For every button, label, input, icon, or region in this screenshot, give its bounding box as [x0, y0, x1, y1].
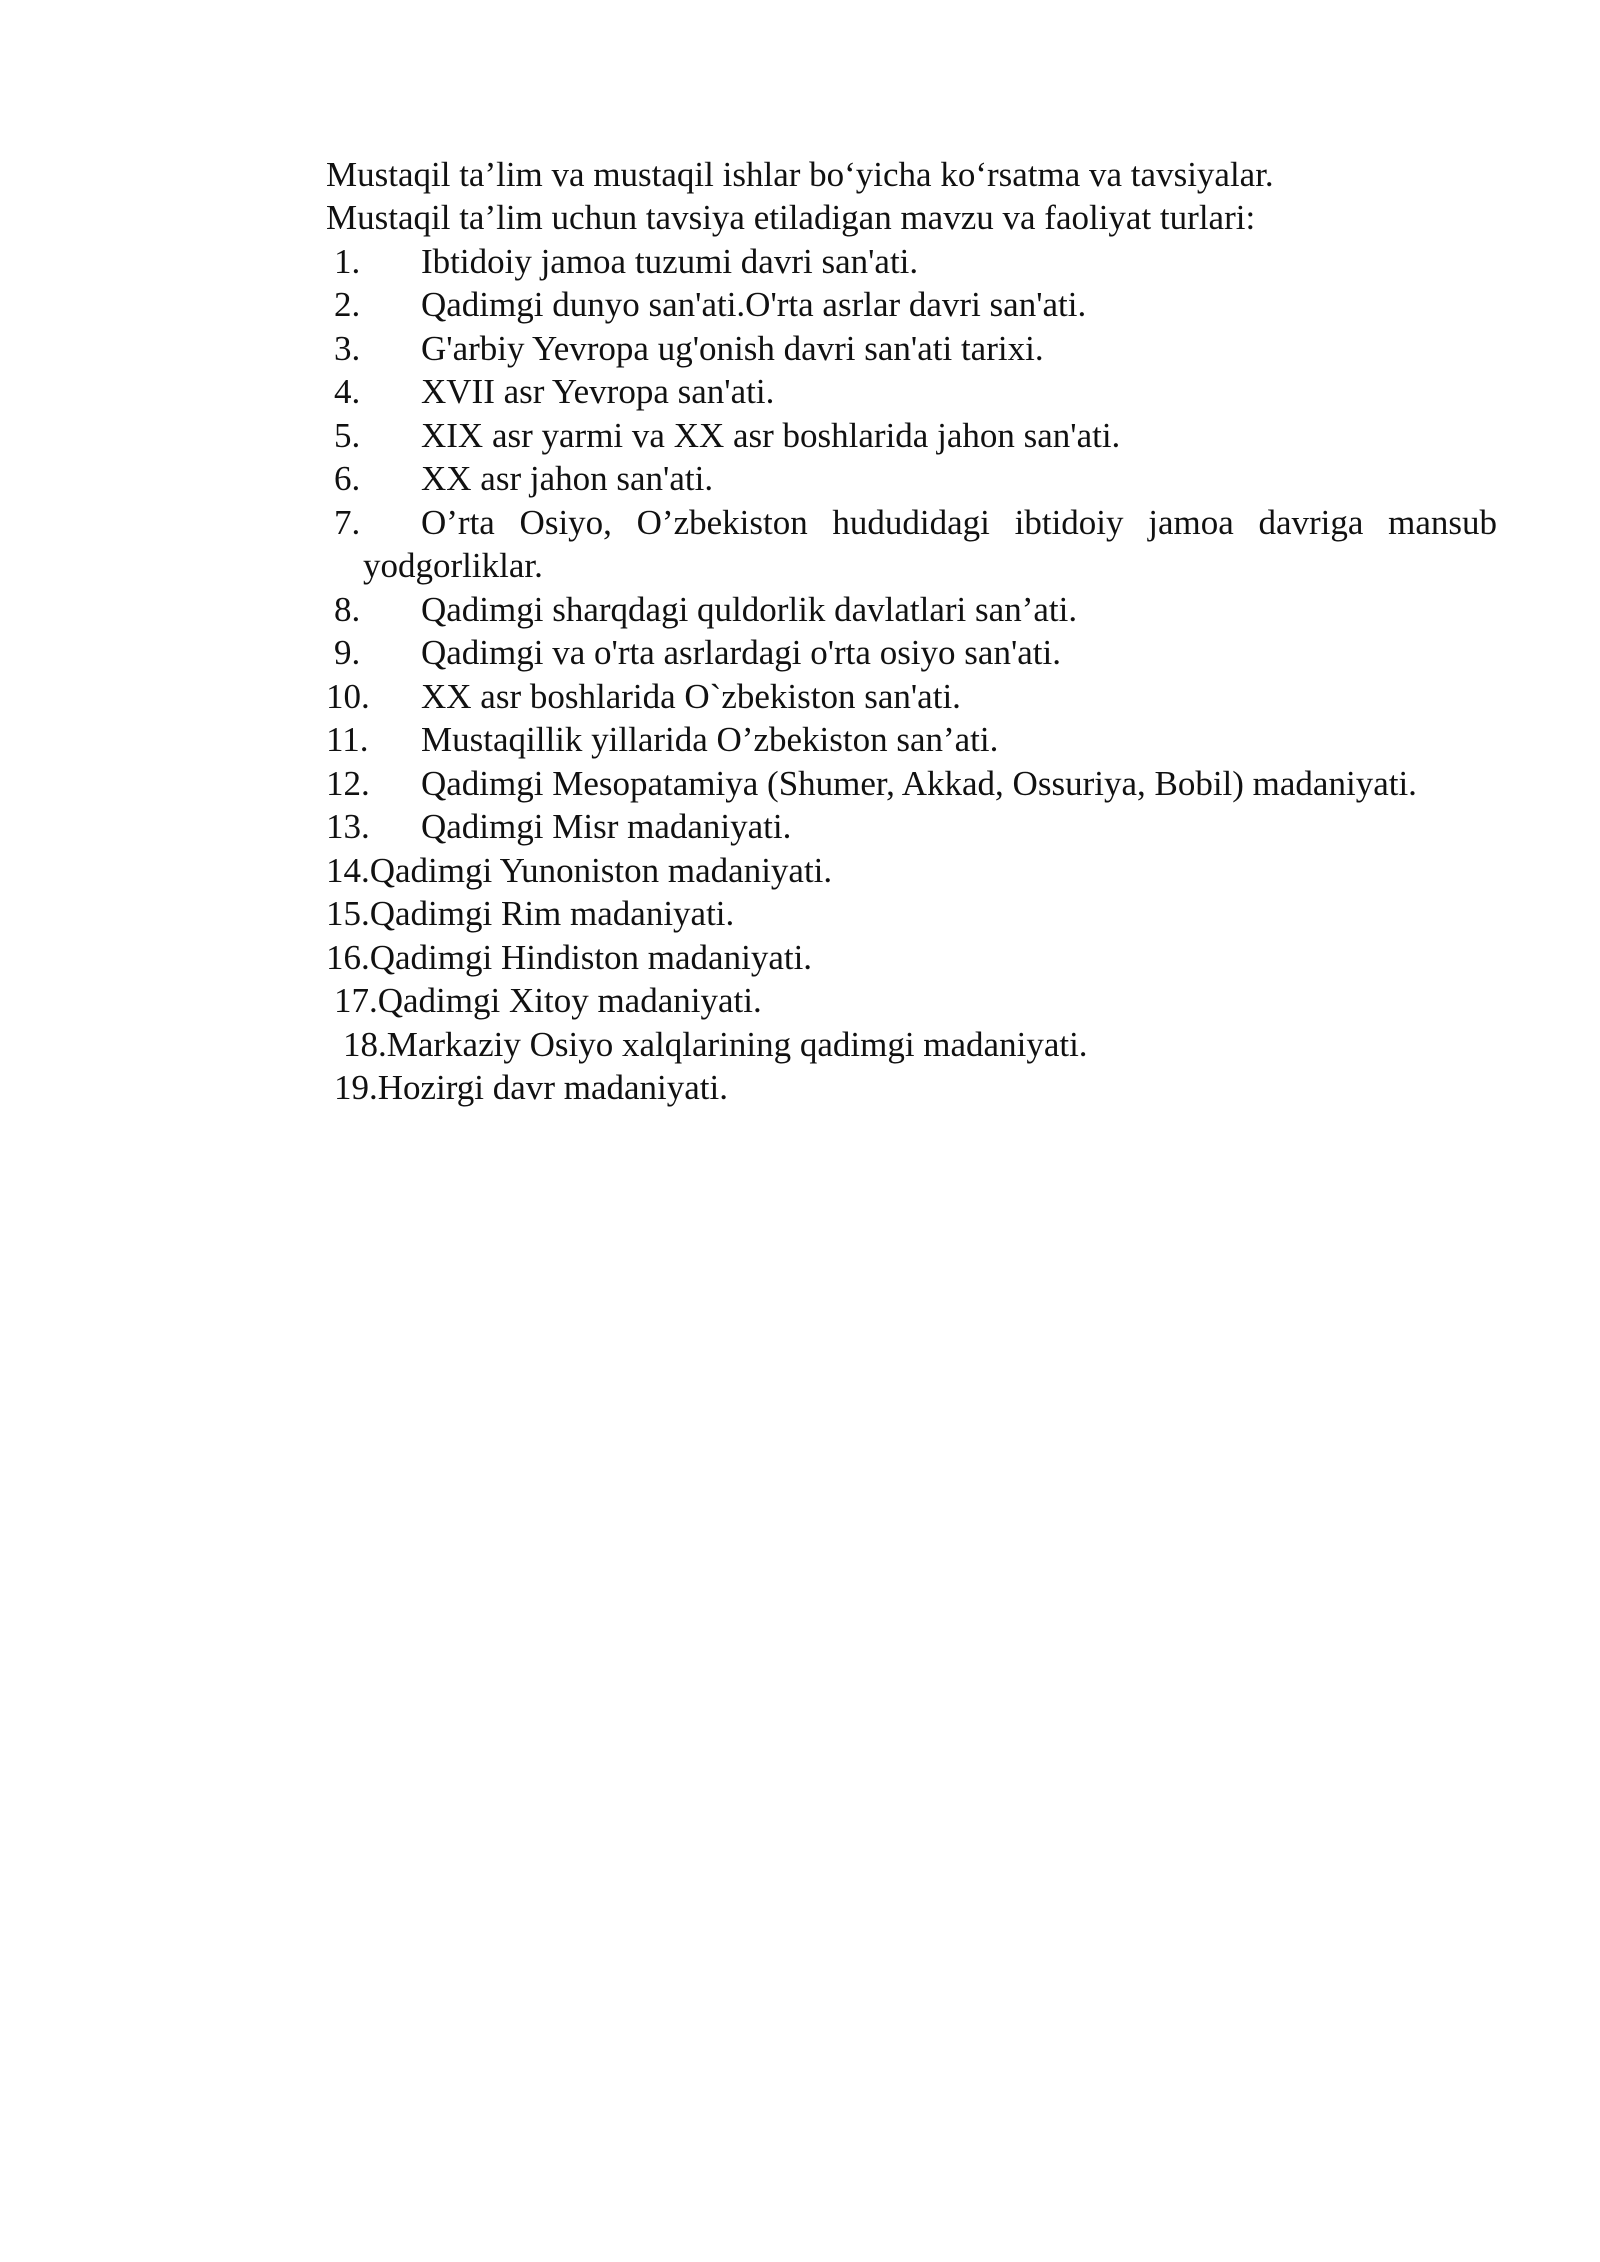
list-item-text: G'arbiy Yevropa ug'onish davri san'ati tarixi. — [421, 329, 1044, 368]
list-item-number: 13. — [326, 807, 370, 846]
list-item-text: XX asr jahon san'ati. — [421, 459, 714, 498]
list-item-text: Qadimgi va o'rta asrlardagi o'rta osiyo san'ati. — [421, 633, 1061, 672]
list-item: 16.Qadimgi Hindiston madaniyati. — [326, 938, 813, 977]
list-item-text: XIX asr yarmi va XX asr boshlarida jahon san'ati. — [421, 416, 1121, 455]
heading-line-1: Mustaqil ta’lim va mustaqil ishlar bo‘yicha ko‘rsatma va tavsiyalar. — [326, 155, 1274, 194]
list-item-number: 1. — [334, 242, 361, 281]
list-item: 14.Qadimgi Yunoniston madaniyati. — [326, 851, 833, 890]
list-item: 15.Qadimgi Rim madaniyati. — [326, 894, 735, 933]
list-item: 17.Qadimgi Xitoy madaniyati. — [334, 981, 762, 1020]
list-item-text: Qadimgi sharqdagi quldorlik davlatlari san’ati. — [421, 590, 1078, 629]
list-item-text: Qadimgi Mesopatamiya (Shumer, Akkad, Ossuriya, Bobil) madaniyati. — [421, 764, 1417, 803]
list-item-number: 10. — [326, 677, 370, 716]
list-item: 18.Markaziy Osiyo xalqlarining qadimgi madaniyati. — [343, 1025, 1088, 1064]
list-item-number: 7. — [334, 503, 361, 542]
list-item-text: Ibtidoiy jamoa tuzumi davri san'ati. — [421, 242, 919, 281]
list-item-number: 8. — [334, 590, 361, 629]
list-item-number: 3. — [334, 329, 361, 368]
list-item-number: 9. — [334, 633, 361, 672]
list-item-text: XVII asr Yevropa san'ati. — [421, 372, 775, 411]
list-item-text: XX asr boshlarida O`zbekiston san'ati. — [421, 677, 961, 716]
list-item-number: 11. — [326, 720, 369, 759]
list-item-text: Qadimgi Misr madaniyati. — [421, 807, 792, 846]
list-item-number: 12. — [326, 764, 370, 803]
list-item-number: 5. — [334, 416, 361, 455]
list-item-text: Qadimgi dunyo san'ati.O'rta asrlar davri san'ati. — [421, 285, 1087, 324]
list-item-number: 6. — [334, 459, 361, 498]
list-item-continuation: yodgorliklar. — [363, 546, 543, 585]
list-item-number: 2. — [334, 285, 361, 324]
heading-line-2: Mustaqil ta’lim uchun tavsiya etiladigan mavzu va faoliyat turlari: — [326, 198, 1256, 237]
list-item-number: 4. — [334, 372, 361, 411]
list-item: 19.Hozirgi davr madaniyati. — [334, 1068, 728, 1107]
list-item-text: O’rta Osiyo, O’zbekiston hududidagi ibtidoiy jamoa davriga mansub — [421, 503, 1497, 542]
list-item-text: Mustaqillik yillarida O’zbekiston san’ati. — [421, 720, 999, 759]
